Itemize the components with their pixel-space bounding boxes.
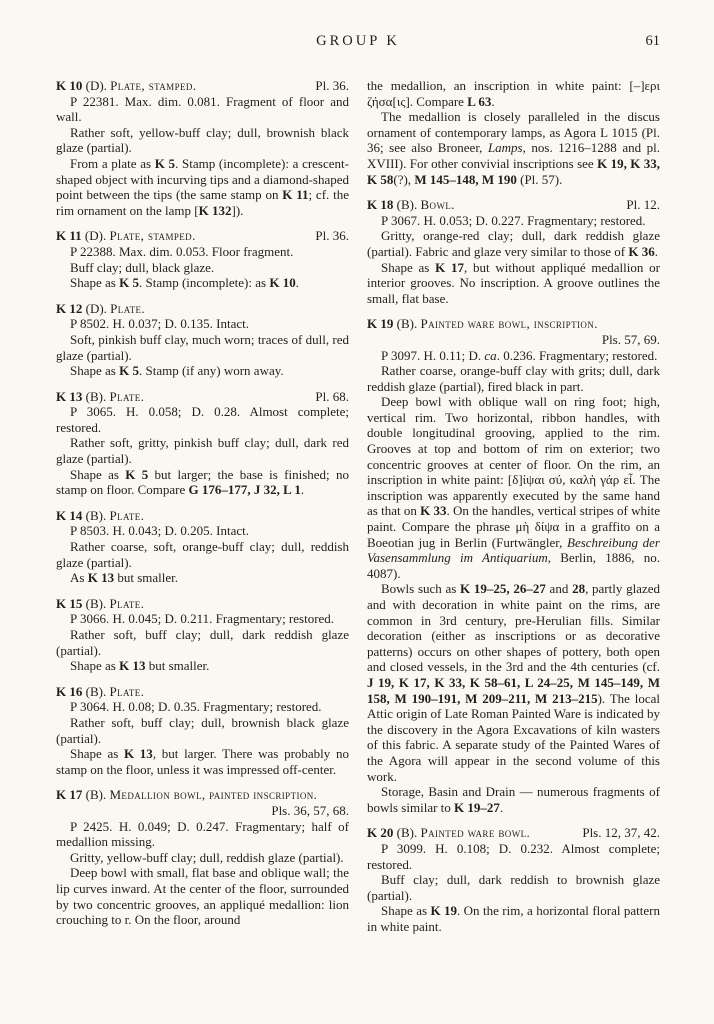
plate-reference: Pl. 36. — [315, 78, 349, 93]
plate-reference: Pl. 12. — [626, 197, 660, 213]
entry-paragraph: Shape as K 5. Stamp (incomplete): as K 10. — [70, 275, 299, 291]
entry-heading — [56, 787, 349, 803]
entry-paragraph: Bowls such as K 19–25, 26–27 and 28, partly glazed and with decoration in white paint on the rims, are common in 3rd century, pre-Herulian fills. Similar decoration (either as inscriptions or as decorative patterns) occurs on other shapes of pottery, both open and closed vessels, in the 3rd and the 4th centuries (cf. J 19, K 17, K 33, K 58–61, L 24–25, M 145–149, M 158, M 190–191, M 209–211, M 213–215). The local Attic origin of Late Roman Painted Ware is indicated by the discovery in the Agora Excavations of kiln wasters of this fabric. A separate study of the Painted Wares of the Agora will appear in the second volume of this work. — [367, 581, 660, 784]
entry-title: K 10 (D). Plate, stamped. — [56, 78, 197, 93]
page-header — [56, 34, 660, 54]
entry-heading — [367, 825, 660, 841]
plate-reference: Pl. 36. — [315, 228, 349, 244]
entry-paragraph: Rather coarse, orange-buff clay with grits; dull, dark reddish glaze (partial), fired black in part. — [367, 363, 660, 394]
entry-heading — [56, 78, 349, 94]
entry-heading — [56, 508, 349, 524]
entry-heading — [56, 228, 349, 244]
entry-title: K 16 (B). Plate. — [56, 683, 145, 699]
catalog-entry — [56, 389, 349, 498]
entry-paragraph: P 2425. H. 0.049; D. 0.247. Fragmentary; half of medallion missing. — [56, 818, 349, 850]
plate-reference: Pls. 57, 69. — [601, 331, 660, 347]
entry-paragraph: P 8502. H. 0.037; D. 0.135. Intact. — [70, 316, 249, 332]
entry-heading — [56, 389, 349, 405]
column-right — [367, 78, 660, 934]
entry-paragraph: P 22381. Max. dim. 0.081. Fragment of floor and wall. — [56, 93, 349, 125]
entry-paragraph: Soft, pinkish buff clay, much worn; traces of dull, red glaze (partial). — [56, 331, 349, 363]
text-columns — [56, 78, 660, 934]
entry-paragraph: Shape as K 5 but larger; the base is finished; no stamp on floor. Compare G 176–177, J 32, L 1. — [56, 466, 349, 498]
catalog-entry-continuation — [367, 78, 660, 187]
entry-heading — [56, 596, 349, 612]
entry-paragraph: Rather soft, buff clay; dull, dark reddish glaze (partial). — [56, 627, 349, 658]
entry-heading — [56, 301, 349, 317]
catalog-entry — [56, 508, 349, 586]
running-title: GROUP K — [316, 33, 400, 49]
entry-paragraph: P 3067. H. 0.053; D. 0.227. Fragmentary; restored. — [381, 212, 646, 228]
entry-title: K 18 (B). Bowl. — [367, 197, 455, 213]
entry-paragraph: The medallion is closely paralleled in the discus ornament of contemporary lamps, as Agora L 1015 (Pl. 36; see also Broneer, Lamps, nos. 1216–1288 and pl. XVIII). For other convivial inscriptions see K 19, K 33, K 58(?), M 145–148, M 190 (Pl. 57). — [367, 109, 660, 187]
entry-heading — [56, 684, 349, 700]
catalog-entry — [56, 684, 349, 778]
plate-reference: Pls. 36, 57, 68. — [271, 802, 349, 818]
page-number: 61 — [645, 33, 660, 49]
entry-title: K 14 (B). Plate. — [56, 507, 145, 523]
entry-paragraph: Shape as K 13 but smaller. — [70, 658, 210, 674]
entry-paragraph: From a plate as K 5. Stamp (incomplete): a crescent-shaped object with incurving tips and a diamond-shaped point between the tips (the same stamp on K 11; cf. the rim ornament on the lamp [K 132]). — [56, 155, 349, 218]
catalog-entry — [367, 197, 660, 306]
catalog-entry — [56, 78, 349, 218]
entry-paragraph: Rather soft, gritty, pinkish buff clay; dull, dark red glaze (partial). — [56, 435, 349, 467]
entry-paragraph: Shape as K 13, but larger. There was probably no stamp on the floor, unless it was impressed off-center. — [56, 746, 349, 777]
entry-title: K 11 (D). Plate, stamped. — [56, 228, 196, 244]
entry-paragraph: P 3065. H. 0.058; D. 0.28. Almost complete; restored. — [56, 404, 349, 435]
entry-paragraph: Rather soft, buff clay; dull, brownish black glaze (partial). — [56, 714, 349, 746]
entry-paragraph: Shape as K 19. On the rim, a horizontal floral pattern in white paint. — [367, 903, 660, 934]
entry-paragraph: P 22388. Max. dim. 0.053. Floor fragment. — [70, 243, 294, 259]
column-left — [56, 78, 349, 934]
catalog-entry — [367, 316, 660, 815]
entry-paragraph: Gritty, orange-red clay; dull, dark reddish glaze (partial). Fabric and glaze very similar to those of K 36. — [367, 228, 660, 259]
catalog-entry — [56, 301, 349, 379]
entry-title: K 19 (B). Painted ware bowl, inscription. — [367, 316, 598, 332]
plate-reference: Pls. 12, 37, 42. — [582, 825, 660, 841]
entry-title: K 20 (B). Painted ware bowl. — [367, 825, 531, 841]
entry-paragraph: Rather coarse, soft, orange-buff clay; dull, reddish glaze (partial). — [56, 539, 349, 570]
entry-paragraph: Deep bowl with oblique wall on ring foot; high, vertical rim. Two horizontal, ribbon handles, with double longitudinal grooving, applied to the rim. Grooves at top and bottom of rim on exterior; two concentric grooves at center of floor. On the rim, an inscription in white paint: [δ]ίψαι σύ, καλὴ γάρ εἶ. The inscription was apparently executed by the same hand as that on K 33. On the handles, vertical stripes of white paint. Compare the phrase μὴ δίψα in a graffito on a Boeotian jug in Berlin (Furtwängler, Beschreibung der Vasensammlung im Antiquarium, Berlin, 1886, no. 4087). — [367, 394, 660, 581]
entry-heading — [367, 316, 660, 332]
entry-paragraph: Rather soft, yellow-buff clay; dull, brownish black glaze (partial). — [56, 124, 349, 156]
entry-paragraph: Shape as K 5. Stamp (if any) worn away. — [70, 363, 284, 379]
entry-paragraph: P 3097. H. 0.11; D. ca. 0.236. Fragmentary; restored. — [381, 347, 658, 363]
entry-paragraph: Gritty, yellow-buff clay; dull, reddish glaze (partial). — [70, 849, 344, 865]
entry-paragraph: P 8503. H. 0.043; D. 0.205. Intact. — [70, 523, 249, 539]
entry-paragraph: Buff clay; dull, black glaze. — [70, 259, 215, 275]
entry-title: K 17 (B). Medallion bowl, painted inscription. — [56, 787, 318, 803]
catalog-entry — [56, 596, 349, 674]
entry-title: K 12 (D). Plate. — [56, 300, 146, 316]
entry-title: K 15 (B). Plate. — [56, 595, 145, 611]
entry-paragraph: P 3064. H. 0.08; D. 0.35. Fragmentary; restored. — [70, 699, 322, 715]
catalog-entry — [367, 825, 660, 934]
entry-paragraph: P 3066. H. 0.045; D. 0.211. Fragmentary; restored. — [70, 611, 335, 627]
catalog-entry — [56, 228, 349, 290]
entry-paragraph: Shape as K 17, but without appliqué medallion or interior grooves. No inscription. A groove outlines the small, flat base. — [367, 259, 660, 306]
plate-reference: Pl. 68. — [315, 388, 349, 404]
entry-paragraph: Buff clay; dull, dark reddish to brownish glaze (partial). — [367, 872, 660, 903]
entry-paragraph: the medallion, an inscription in white paint: [–]ερι ζήσα[ις]. Compare L 63. — [367, 78, 660, 109]
entry-paragraph: P 3099. H. 0.108; D. 0.232. Almost complete; restored. — [367, 840, 660, 872]
entry-heading — [367, 197, 660, 213]
catalog-entry — [56, 787, 349, 927]
entry-title: K 13 (B). Plate. — [56, 388, 145, 404]
entry-paragraph: Storage, Basin and Drain — numerous fragments of bowls similar to K 19–27. — [367, 784, 660, 815]
entry-paragraph: Deep bowl with small, flat base and oblique wall; the lip curves inward. At the center of the floor, surrounded by two concentric grooves, an appliqué medallion: lion crouching to r. On the floor, around — [56, 865, 349, 928]
entry-paragraph: As K 13 but smaller. — [70, 570, 178, 586]
